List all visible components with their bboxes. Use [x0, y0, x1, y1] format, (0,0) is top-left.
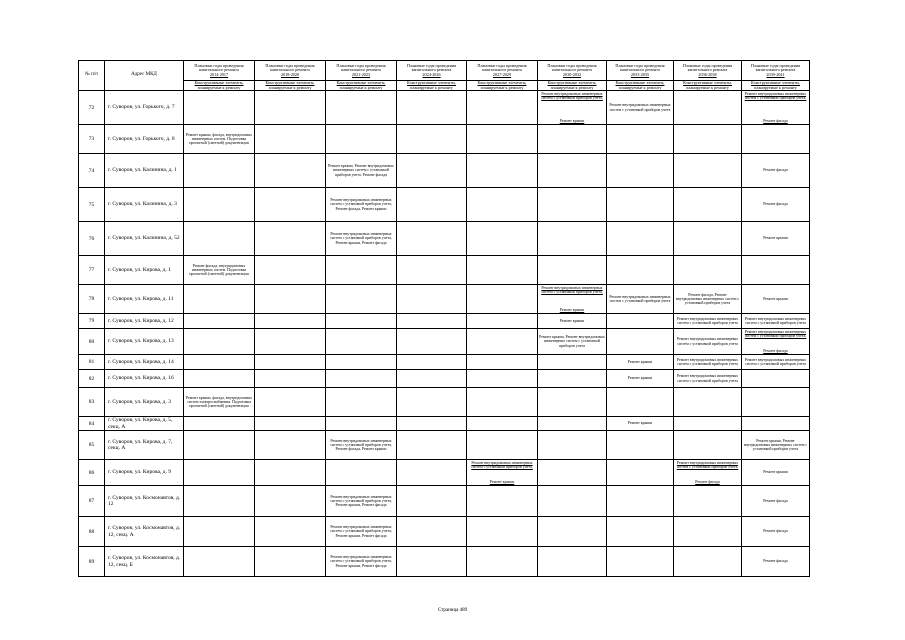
- building-address: г. Суворов, ул. Кирова, д. 12: [105, 314, 184, 329]
- repair-works-cell: [255, 256, 326, 285]
- row-number: 74: [79, 154, 105, 188]
- repair-works-cell: [184, 329, 255, 355]
- header-row: [79, 61, 810, 81]
- repair-works-cell: [467, 517, 538, 547]
- repair-works-cell: [255, 460, 326, 486]
- table-row: [79, 370, 810, 388]
- repair-works-cell: [607, 486, 674, 517]
- header-period-caption: Плановые годы проведения капитального ремонта: [406, 62, 457, 73]
- repair-works-cell: [538, 517, 607, 547]
- repair-works-cell: [184, 417, 255, 431]
- repair-works-cell: Ремонт внутридомовых инженерных систем с установкой приборов учета: [742, 355, 810, 370]
- building-address: г. Суворов, ул. Кирова, д. 11: [105, 285, 184, 314]
- repair-works-cell: [326, 91, 397, 125]
- repair-works-cell: [397, 417, 467, 431]
- repair-works-cell: [255, 314, 326, 329]
- table-row: [79, 285, 810, 314]
- header-period-years: 2021-2023: [351, 71, 371, 77]
- repair-works-text: Ремонт крыши: [559, 119, 585, 124]
- repair-works-cell: [326, 355, 397, 370]
- building-address: г. Суворов, ул. Кирова, д. 7, секц. А: [105, 431, 184, 460]
- repair-works-cell: [742, 125, 810, 154]
- repair-works-cell: [467, 314, 538, 329]
- repair-works-cell: [467, 486, 538, 517]
- row-number: 76: [79, 222, 105, 256]
- repair-works-cell: [742, 91, 810, 125]
- table-row: [79, 547, 810, 577]
- building-address: г. Суворов, ул. Кирова, д. 13: [105, 329, 184, 355]
- table-row: [79, 417, 810, 431]
- repair-works-cell: [326, 314, 397, 329]
- header-number: № п/п: [79, 61, 105, 91]
- repair-works-cell: Ремонт крыши: [742, 460, 810, 486]
- row-number: 73: [79, 125, 105, 154]
- repair-works-text: Ремонт внутридомовых инженерных систем с установкой приборов учета,: [541, 285, 603, 295]
- repair-works-cell: [467, 431, 538, 460]
- repair-works-cell: [255, 91, 326, 125]
- repair-works-cell: [467, 547, 538, 577]
- capital-repair-schedule-table: [78, 60, 810, 577]
- repair-works-cell: [467, 222, 538, 256]
- header-period: [255, 61, 326, 81]
- header-period-caption: Плановые годы проведения капитального ремонта: [547, 62, 597, 73]
- repair-works-cell: Ремонт крыши: [607, 370, 674, 388]
- repair-works-cell: Ремонт фасада: [742, 188, 810, 222]
- repair-works-cell: Ремонт крыши, Ремонт внутридомовых инженерных систем с установкой приборов учета, Ремонт фасада: [326, 154, 397, 188]
- repair-works-cell: Ремонт крыши: [538, 314, 607, 329]
- repair-works-cell: [397, 285, 467, 314]
- header-elements: Конструктивные элементы, планируемые к ремонту: [184, 81, 255, 91]
- repair-works-cell: [538, 370, 607, 388]
- repair-works-cell: Ремонт внутридомовых инженерных систем с установкой приборов учета: [742, 314, 810, 329]
- row-number: 85: [79, 431, 105, 460]
- repair-works-cell: [607, 388, 674, 417]
- repair-works-cell: [326, 460, 397, 486]
- row-number: 72: [79, 91, 105, 125]
- repair-works-text: Ремонт внутридомовых инженерных систем с установкой приборов учета,: [676, 460, 739, 470]
- row-number: 82: [79, 370, 105, 388]
- repair-works-cell: [674, 188, 742, 222]
- repair-works-cell: [255, 188, 326, 222]
- repair-works-text: Ремонт внутридомовых инженерных систем с установкой приборов учета,: [744, 91, 807, 101]
- row-number: 80: [79, 329, 105, 355]
- header-period: [397, 61, 467, 81]
- repair-works-cell: [184, 547, 255, 577]
- header-elements: Конструктивные элементы, планируемые к ремонту: [397, 81, 467, 91]
- repair-works-cell: [255, 370, 326, 388]
- row-number: 84: [79, 417, 105, 431]
- repair-works-cell: [742, 417, 810, 431]
- repair-works-cell: Ремонт крыши: [607, 417, 674, 431]
- table-row: [79, 388, 810, 417]
- repair-works-cell: [397, 431, 467, 460]
- repair-works-cell: Ремонт крыши, Ремонт внутридомовых инженерных систем с установкой приборов учета: [538, 329, 607, 355]
- repair-works-cell: [607, 222, 674, 256]
- header-period: [607, 61, 674, 81]
- page-number: Страница 489: [437, 608, 468, 613]
- repair-works-cell: [607, 154, 674, 188]
- repair-works-cell: [184, 314, 255, 329]
- table-header: [79, 61, 810, 91]
- repair-works-text: Ремонт внутридомовых инженерных систем с установкой приборов учета,: [471, 460, 533, 470]
- header-period-caption: Плановые годы проведения капитального ремонта: [194, 62, 244, 73]
- repair-works-cell: [397, 314, 467, 329]
- repair-works-cell: [538, 222, 607, 256]
- header-elements: Конструктивные элементы, планируемые к ремонту: [607, 81, 674, 91]
- repair-works-cell: [184, 517, 255, 547]
- repair-works-cell: [397, 547, 467, 577]
- row-number: 81: [79, 355, 105, 370]
- header-period-caption: Плановые годы проведения капитального ремонта: [477, 62, 527, 73]
- row-number: 83: [79, 388, 105, 417]
- table-row: [79, 154, 810, 188]
- header-period-caption: Плановые годы проведения капитального ремонта: [265, 62, 315, 73]
- repair-works-cell: [255, 329, 326, 355]
- building-address: г. Суворов, ул. Кирова, д. 1: [105, 256, 184, 285]
- repair-works-cell: [397, 188, 467, 222]
- repair-works-cell: Ремонт фасада: [742, 486, 810, 517]
- building-address: г. Суворов, ул. Космонавтов, д. 12, секц. Б: [105, 547, 184, 577]
- repair-works-cell: [742, 370, 810, 388]
- building-address: г. Суворов, ул. Калинина, д. 52: [105, 222, 184, 256]
- header-period: [326, 61, 397, 81]
- repair-works-cell: [467, 329, 538, 355]
- building-address: г. Суворов, ул. Кирова, д. 3: [105, 388, 184, 417]
- repair-works-cell: [607, 256, 674, 285]
- repair-works-cell: [184, 370, 255, 388]
- repair-works-cell: [674, 125, 742, 154]
- header-period-caption: Плановые годы проведения капитального ремонта: [615, 62, 665, 73]
- repair-works-cell: [397, 355, 467, 370]
- repair-works-cell: [674, 517, 742, 547]
- repair-works-cell: Ремонт внутридомовых инженерных систем с установкой приборов учета, Ремонт крыши, Ремонт фасада: [326, 222, 397, 256]
- repair-works-cell: [184, 154, 255, 188]
- table-row: [79, 460, 810, 486]
- repair-works-cell: [184, 486, 255, 517]
- repair-works-cell: [467, 388, 538, 417]
- repair-works-cell: [255, 486, 326, 517]
- header-period-years: 2039-2041: [766, 71, 785, 77]
- repair-works-cell: [674, 256, 742, 285]
- repair-works-cell: [467, 370, 538, 388]
- header-period-years: 2036-2038: [698, 71, 717, 77]
- repair-works-cell: Ремонт внутридомовых инженерных систем с установкой приборов учета: [674, 355, 742, 370]
- header-period: [538, 61, 607, 81]
- row-number: 77: [79, 256, 105, 285]
- repair-works-cell: [538, 125, 607, 154]
- building-address: г. Суворов, ул. Космонавтов, д. 12: [105, 486, 184, 517]
- repair-works-cell: [538, 154, 607, 188]
- repair-works-cell: Ремонт внутридомовых инженерных систем с установкой приборов учета, Ремонт крыши, Ремонт фасада: [326, 547, 397, 577]
- repair-works-cell: [467, 460, 538, 486]
- repair-works-cell: Ремонт фасада: [742, 547, 810, 577]
- repair-works-cell: [538, 460, 607, 486]
- repair-works-cell: [184, 91, 255, 125]
- table-row: [79, 188, 810, 222]
- header-period: [674, 61, 742, 81]
- repair-works-cell: [674, 431, 742, 460]
- repair-works-cell: [607, 431, 674, 460]
- table-row: [79, 486, 810, 517]
- repair-works-cell: [397, 460, 467, 486]
- repair-works-cell: [538, 547, 607, 577]
- repair-works-cell: Ремонт внутридомовых инженерных систем с установкой приборов учета, Ремонт фасада, Ремонт крыши: [326, 431, 397, 460]
- repair-works-cell: Ремонт крыши, фасада, внутридомовых инженерных систем. Подготовка проектной (сметной) документации: [184, 125, 255, 154]
- repair-works-cell: [326, 329, 397, 355]
- table-row: [79, 256, 810, 285]
- repair-works-cell: [467, 125, 538, 154]
- repair-works-cell: [326, 370, 397, 388]
- header-elements: Конструктивные элементы, планируемые к ремонту: [538, 81, 607, 91]
- building-address: г. Суворов, ул. Калинина, д. 3: [105, 188, 184, 222]
- header-subrow: [79, 81, 810, 91]
- table-row: [79, 125, 810, 154]
- repair-works-cell: [326, 256, 397, 285]
- repair-works-cell: Ремонт крыши, Ремонт внутридомовых инженерных систем с установкой приборов учета: [742, 431, 810, 460]
- row-number: 78: [79, 285, 105, 314]
- repair-works-cell: [326, 388, 397, 417]
- repair-works-cell: [607, 314, 674, 329]
- repair-works-cell: Ремонт внутридомовых инженерных систем с установкой приборов учета: [607, 285, 674, 314]
- header-elements: Конструктивные элементы, планируемые к ремонту: [674, 81, 742, 91]
- header-period-caption: Плановые годы проведения капитального ремонта: [682, 62, 733, 73]
- repair-works-cell: [255, 125, 326, 154]
- repair-works-cell: [326, 285, 397, 314]
- repair-works-cell: [255, 222, 326, 256]
- repair-works-text: Ремонт внутридомовых инженерных систем с установкой приборов учета,: [541, 91, 603, 101]
- repair-works-cell: [607, 188, 674, 222]
- repair-works-cell: [397, 154, 467, 188]
- header-period: [742, 61, 810, 81]
- repair-works-cell: [184, 431, 255, 460]
- repair-works-cell: [397, 91, 467, 125]
- header-period-years: 2024-2026: [422, 71, 441, 77]
- table-row: [79, 517, 810, 547]
- repair-works-cell: [674, 547, 742, 577]
- row-number: 87: [79, 486, 105, 517]
- table-body: [79, 91, 810, 577]
- header-period: [467, 61, 538, 81]
- repair-works-cell: [674, 417, 742, 431]
- repair-works-cell: Ремонт внутридомовых инженерных систем с установкой приборов учета: [674, 314, 742, 329]
- repair-works-cell: [607, 517, 674, 547]
- repair-works-cell: [397, 486, 467, 517]
- table-row: [79, 431, 810, 460]
- repair-works-cell: [255, 285, 326, 314]
- repair-works-cell: [467, 285, 538, 314]
- repair-works-cell: [538, 91, 607, 125]
- row-number: 86: [79, 460, 105, 486]
- repair-works-cell: Ремонт фасада, Ремонт внутридомовых инженерных систем с установкой приборов учета: [674, 285, 742, 314]
- header-period-years: 2014-2017: [209, 71, 229, 77]
- repair-works-cell: Ремонт внутридомовых инженерных систем с установкой приборов учета: [674, 370, 742, 388]
- repair-works-cell: [538, 355, 607, 370]
- repair-works-cell: [538, 431, 607, 460]
- repair-works-cell: [742, 256, 810, 285]
- repair-works-cell: [467, 91, 538, 125]
- repair-works-cell: [538, 486, 607, 517]
- repair-works-cell: [538, 256, 607, 285]
- repair-works-cell: [397, 329, 467, 355]
- header-address: Адрес МКД: [105, 61, 184, 91]
- row-number: 75: [79, 188, 105, 222]
- repair-works-cell: [674, 154, 742, 188]
- header-elements: Конструктивные элементы, планируемые к ремонту: [326, 81, 397, 91]
- repair-works-cell: [397, 517, 467, 547]
- table-row: [79, 355, 810, 370]
- header-elements: Конструктивные элементы, планируемые к ремонту: [742, 81, 810, 91]
- repair-works-cell: [255, 547, 326, 577]
- repair-works-text: Ремонт фасада: [695, 480, 720, 485]
- repair-works-cell: [607, 460, 674, 486]
- repair-works-cell: [184, 188, 255, 222]
- row-number: 88: [79, 517, 105, 547]
- repair-works-cell: [674, 222, 742, 256]
- repair-works-cell: [255, 417, 326, 431]
- repair-works-cell: Ремонт фасада: [742, 517, 810, 547]
- repair-works-cell: [742, 329, 810, 355]
- building-address: г. Суворов, ул. Калинина, д. 1: [105, 154, 184, 188]
- repair-works-cell: [674, 486, 742, 517]
- repair-works-text: Ремонт внутридомовых инженерных систем с установкой приборов учета,: [744, 329, 807, 339]
- repair-works-cell: [397, 388, 467, 417]
- header-period: [184, 61, 255, 81]
- repair-works-cell: [607, 125, 674, 154]
- repair-works-text: Ремонт фасада: [763, 119, 788, 124]
- repair-works-cell: [397, 370, 467, 388]
- repair-works-cell: [184, 355, 255, 370]
- repair-works-cell: [326, 417, 397, 431]
- table-row: [79, 314, 810, 329]
- table-row: [79, 91, 810, 125]
- repair-works-cell: Ремонт внутридомовых инженерных систем с установкой приборов учета, Ремонт крыши, Ремонт фасада: [326, 517, 397, 547]
- repair-works-cell: Ремонт внутридомовых инженерных систем с установкой приборов учета: [607, 91, 674, 125]
- table-row: [79, 222, 810, 256]
- repair-works-cell: [467, 188, 538, 222]
- repair-works-cell: [255, 355, 326, 370]
- repair-works-cell: [674, 91, 742, 125]
- repair-works-cell: [397, 125, 467, 154]
- repair-works-cell: Ремонт фасада, внутридомовых инженерных систем. Подготовка проектной (сметной) документации: [184, 256, 255, 285]
- repair-works-cell: Ремонт внутридомовых инженерных систем с установкой приборов учета, Ремонт фасада, Ремонт крыши: [326, 188, 397, 222]
- repair-works-text: Ремонт крыши: [489, 480, 515, 485]
- row-number: 79: [79, 314, 105, 329]
- repair-works-cell: [467, 355, 538, 370]
- repair-works-cell: [255, 388, 326, 417]
- repair-works-cell: [538, 188, 607, 222]
- repair-works-cell: [255, 154, 326, 188]
- repair-works-cell: [674, 388, 742, 417]
- repair-works-cell: [184, 222, 255, 256]
- building-address: г. Суворов, ул. Кирова, д. 16: [105, 370, 184, 388]
- building-address: г. Суворов, ул. Кирова, д. 9: [105, 460, 184, 486]
- repair-works-cell: [255, 431, 326, 460]
- building-address: г. Суворов, ул. Кирова, д. 5, секц. А: [105, 417, 184, 431]
- repair-works-cell: Ремонт фасада: [742, 154, 810, 188]
- building-address: г. Суворов, ул. Горького, д. 8: [105, 125, 184, 154]
- repair-works-cell: Ремонт крыши: [742, 285, 810, 314]
- header-elements: Конструктивные элементы, планируемые к ремонту: [255, 81, 326, 91]
- repair-works-cell: Ремонт крыши: [607, 355, 674, 370]
- building-address: г. Суворов, ул. Горького, д. 7: [105, 91, 184, 125]
- repair-works-cell: [397, 222, 467, 256]
- building-address: г. Суворов, ул. Космонавтов, д. 12, секц. А: [105, 517, 184, 547]
- row-number: 89: [79, 547, 105, 577]
- repair-works-cell: [467, 256, 538, 285]
- repair-works-cell: [184, 285, 255, 314]
- repair-works-cell: [538, 285, 607, 314]
- repair-works-cell: [607, 329, 674, 355]
- header-period-years: 2027-2029: [492, 71, 512, 77]
- repair-works-cell: [467, 154, 538, 188]
- table-row: [79, 329, 810, 355]
- header-period-caption: Плановые годы проведения капитального ремонта: [336, 62, 386, 73]
- repair-works-cell: Ремонт внутридомовых инженерных систем с установкой приборов учета, Ремонт крыши, Ремонт фасада: [326, 486, 397, 517]
- building-address: г. Суворов, ул. Кирова, д. 14: [105, 355, 184, 370]
- repair-works-cell: [255, 517, 326, 547]
- repair-works-cell: Ремонт внутридомовых инженерных систем с установкой приборов учета: [674, 329, 742, 355]
- repair-works-text: Ремонт фасада: [763, 349, 788, 354]
- repair-works-text: Ремонт крыши: [559, 308, 585, 313]
- repair-works-cell: [538, 417, 607, 431]
- repair-works-cell: [184, 460, 255, 486]
- repair-works-cell: [397, 256, 467, 285]
- header-elements: Конструктивные элементы, планируемые к ремонту: [467, 81, 538, 91]
- repair-works-cell: [607, 547, 674, 577]
- repair-works-cell: [742, 388, 810, 417]
- header-period-years: 2030-2032: [562, 71, 582, 77]
- header-period-years: 2033-2035: [630, 71, 650, 77]
- repair-works-cell: Ремонт крыши, фасада, внутридомовых систем электроснабжения. Подготовка проектной (сметной) документации: [184, 388, 255, 417]
- header-period-years: 2018-2020: [280, 71, 300, 77]
- repair-works-cell: Ремонт крыши: [742, 222, 810, 256]
- repair-works-cell: [467, 417, 538, 431]
- header-period-caption: Плановые годы проведения капитального ремонта: [750, 62, 801, 73]
- repair-works-cell: [674, 460, 742, 486]
- schedule-table-container: [78, 60, 809, 577]
- repair-works-cell: [538, 388, 607, 417]
- repair-works-cell: [326, 125, 397, 154]
